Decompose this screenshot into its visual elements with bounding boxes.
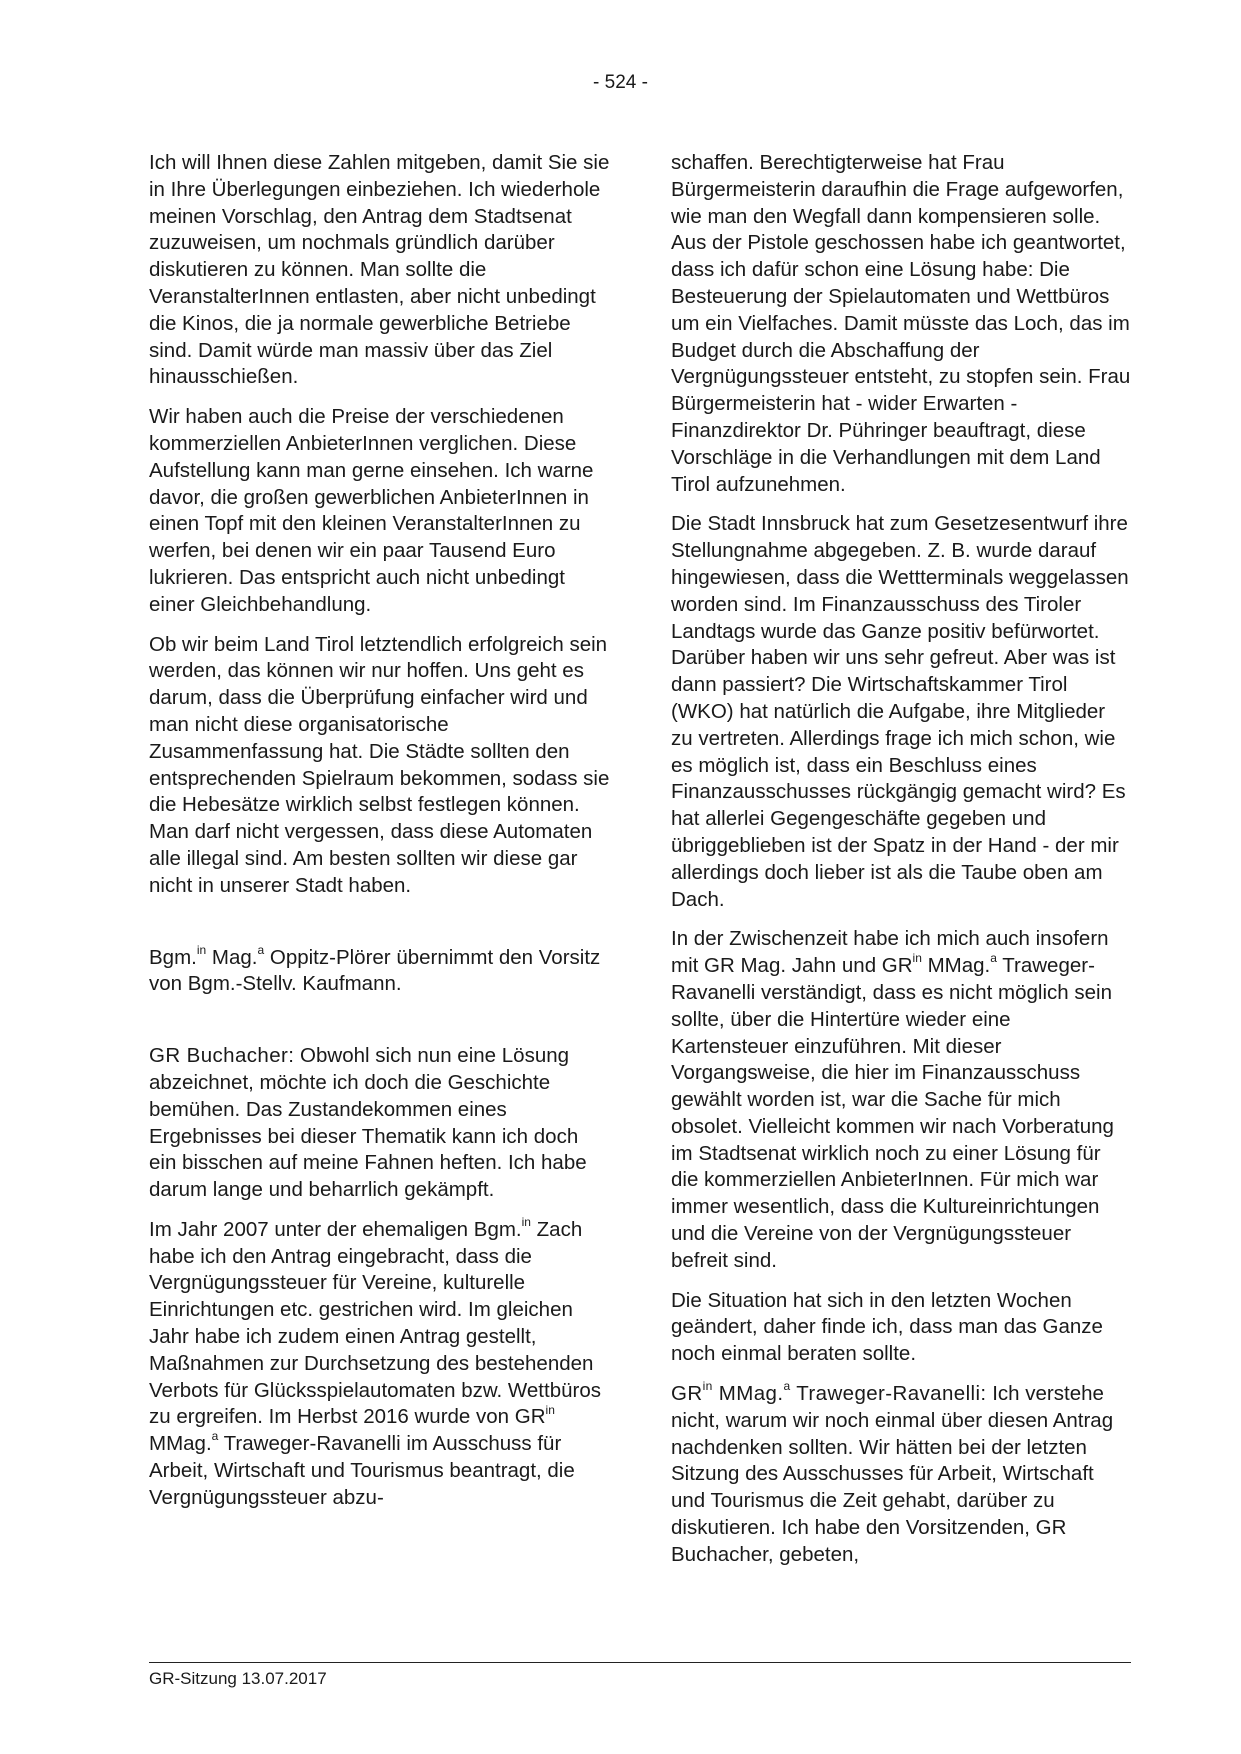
footer-session-date: GR-Sitzung 13.07.2017 [149, 1669, 327, 1688]
paragraph: Ob wir beim Land Tirol letztendlich erfolgreich sein werden, das können wir nur hoffen. Uns geht es darum, dass die Überprüfung einfacher wird und man nicht diese organisatorische Zusammenfassung hat. Die Städte sollten den entsprechenden Spielraum bekommen, sodass sie die Hebesätze wirklich selbst festlegen können. Man darf nicht vergessen, dass diese Automaten alle illegal sind. Am besten sollten wir diese gar nicht in unserer Stadt haben. [149, 632, 610, 897]
speaker-name: $GR^{in}$ MMag.$^a$ Traweger-Ravanelli: [671, 1379, 987, 1406]
speaker-name: GR Buchacher: [149, 1044, 295, 1068]
paragraph: Die Situation hat sich in den letzten Wochen geändert, daher finde ich, dass man das Ganze noch einmal beraten sollte. [671, 1288, 1103, 1366]
speaker-paragraph: GR Buchacher: Obwohl sich nun eine Lösung abzeichnet, möchte ich doch die Geschichte bemühen. Das Zustandekommen eines Ergebnisses bei dieser Thematik kann ich doch ein bisschen auf meine Fahnen heften. Ich habe darum lange und beharrlich gekämpft. [149, 1044, 587, 1202]
paragraph: Ich will Ihnen diese Zahlen mitgeben, damit Sie sie in Ihre Überlegungen einbeziehen. Ich wiederhole meinen Vorschlag, den Antrag dem Stadtsenat zuzuweisen, um nochmals gründlich darüber diskutieren zu können. Man sollte die VeranstalterInnen entlasten, aber nicht unbedingt die Kinos, die ja normale gewerbliche Betriebe sind. Damit würde man massiv über das Ziel hinausschießen. [149, 151, 610, 389]
footer-divider [149, 1662, 1131, 1663]
left-column [149, 150, 611, 1525]
paragraph: schaffen. Berechtigterweise hat Frau Bürgermeisterin daraufhin die Frage aufgeworfen, wie man den Wegfall dann kompensieren solle. Aus der Pistole geschossen habe ich geantwortet, dass ich dafür schon eine Lösung habe: Die Besteuerung der Spielautomaten und Wettbüros um ein Vielfaches. Damit müsste das Loch, das im Budget durch die Abschaffung der Vergnügungssteuer entsteht, zu stopfen sein. Frau Bürgermeisterin hat - wider Erwarten - Finanzdirektor Dr. Pühringer beauftragt, diese Vorschläge in die Verhandlungen mit dem Land Tirol aufzunehmen. [671, 151, 1131, 496]
page-number: - 524 - [593, 72, 648, 93]
paragraph: In der Zwischenzeit habe ich mich auch insofern mit GR Mag. Jahn und $GR^{in}$ MMag.$^a$ Traweger-Ravanelli verständigt, dass es nicht möglich sein sollte, über die Hintertüre wieder eine Kartensteuer einzuführen. Mit dieser Vorgangsweise, die hier im Finanzausschuss gewählt worden ist, war die Sache für mich obsolet. Vielleicht kommen wir nach Vorberatung im Stadtsenat wirklich noch zu einer Lösung für die kommerziellen AnbieterInnen. Für mich war immer wesentlich, dass die Kultureinrichtungen und die Vereine von der Vergnügungssteuer befreit sind. [671, 927, 1114, 1272]
paragraph: Wir haben auch die Preise der verschiedenen kommerziellen AnbieterInnen verglichen. Diese Aufstellung kann man gerne einsehen. Ich warne davor, die großen gewerblichen AnbieterInnen in einen Topf mit den kleinen VeranstalterInnen zu werfen, bei denen wir ein paar Tausend Euro lukrieren. Das entspricht auch nicht unbedingt einer Gleichbehandlung. [149, 405, 594, 616]
chair-change-note: Bgm.$^{in}$ Mag.$^a$ Oppitz-Plörer übernimmt den Vorsitz von Bgm.-Stellv. Kaufmann. [149, 942, 601, 996]
speaker-paragraph: $GR^{in}$ MMag.$^a$ Traweger-Ravanelli: Ich verstehe nicht, warum wir noch einmal über diesen Antrag nachdenken sollten. Wir hätten bei der letzten Sitzung des Ausschusses für Arbeit, Wirtschaft und Tourismus die Zeit gehabt, darüber zu diskutieren. Ich habe den Vorsitzenden, GR Buchacher, gebeten, [671, 1379, 1114, 1566]
right-column [671, 150, 1131, 1582]
paragraph: Im Jahr 2007 unter der ehemaligen Bgm.$^{in}$ Zach habe ich den Antrag eingebracht, dass die Vergnügungssteuer für Vereine, kulturelle Einrichtungen etc. gestrichen wird. Im gleichen Jahr habe ich zudem einen Antrag gestellt, Maßnahmen zur Durchsetzung des bestehenden Verbots für Glücksspielautomaten bzw. Wettbüros zu ergreifen. Im Herbst 2016 wurde von $GR^{in}$ MMag.$^a$ Traweger-Ravanelli im Ausschuss für Arbeit, Wirtschaft und Tourismus beantragt, die Vergnügungssteuer abzu- [149, 1215, 601, 1509]
paragraph: Die Stadt Innsbruck hat zum Gesetzesentwurf ihre Stellungnahme abgegeben. Z. B. wurde darauf hingewiesen, dass die Wettterminals weggelassen worden sind. Im Finanzausschuss des Tiroler Landtags wurde das Ganze positiv befürwortet. Darüber haben wir uns sehr gefreut. Aber was ist dann passiert? Die Wirtschaftskammer Tirol (WKO) hat natürlich die Aufgabe, ihre Mitglieder zu vertreten. Allerdings frage ich mich schon, wie es möglich ist, dass ein Beschluss eines Finanzausschusses rückgängig gemacht wird? Es hat allerlei Gegengeschäfte gegeben und übriggeblieben ist der Spatz in der Hand - der mir allerdings doch lieber ist als die Taube oben am Dach. [671, 512, 1129, 911]
